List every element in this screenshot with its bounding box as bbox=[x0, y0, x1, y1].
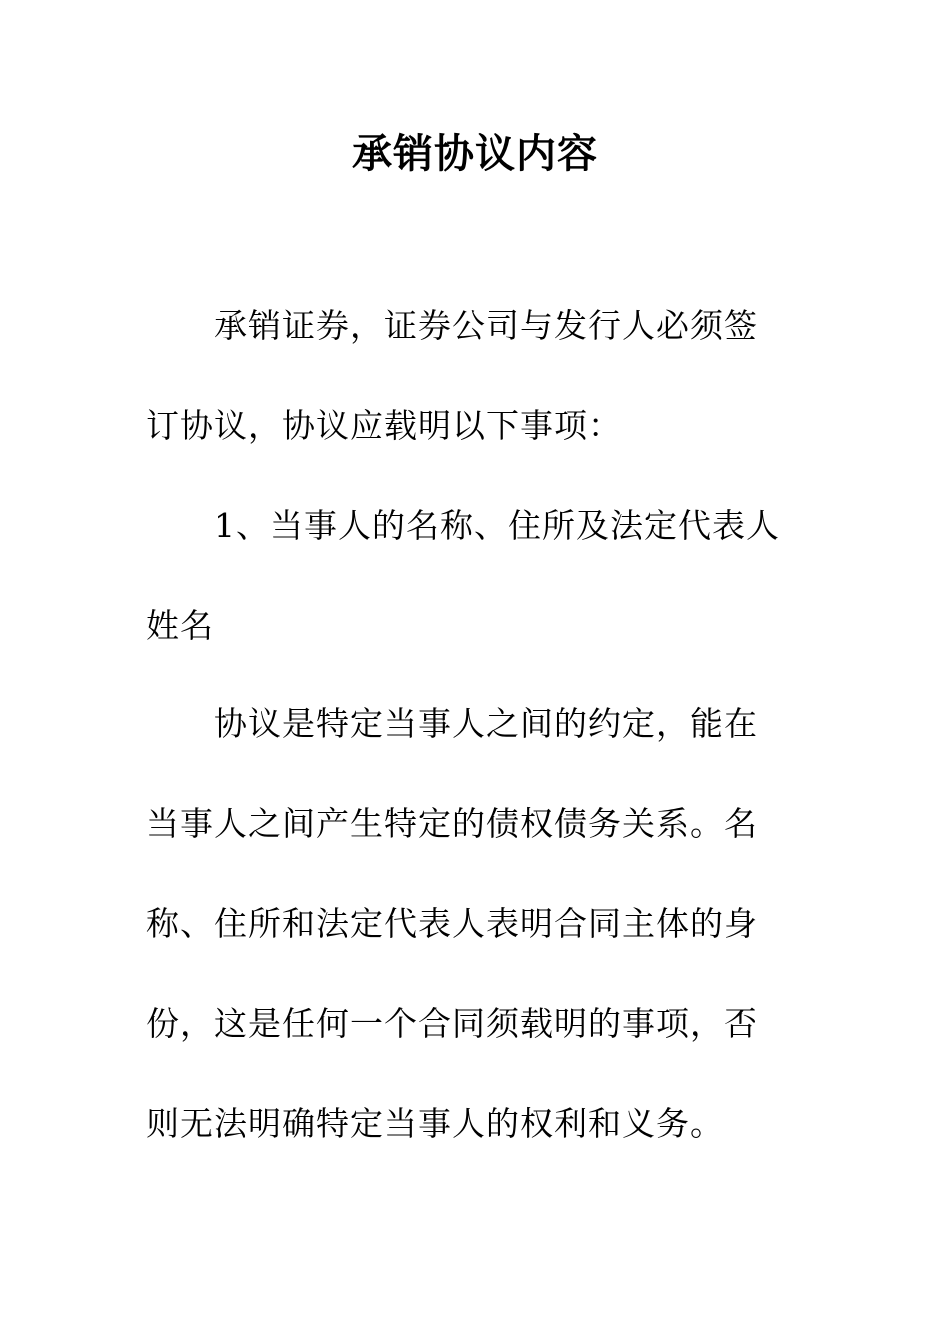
paragraph-line: 姓名 bbox=[146, 606, 214, 645]
paragraph-line: 订协议，协议应载明以下事项： bbox=[146, 406, 622, 445]
paragraph-line: 则无法明确特定当事人的权利和义务。 bbox=[146, 1104, 724, 1143]
paragraph-line: 承销证券，证券公司与发行人必须签 bbox=[214, 306, 758, 345]
paragraph-line: 当事人之间产生特定的债权债务关系。名 bbox=[146, 804, 758, 843]
paragraph-line: 协议是特定当事人之间的约定，能在 bbox=[214, 704, 758, 743]
paragraph-line: 称、住所和法定代表人表明合同主体的身 bbox=[146, 904, 758, 943]
document-title: 承销协议内容 bbox=[352, 130, 598, 177]
paragraph-line: 1、当事人的名称、住所及法定代表人 bbox=[214, 506, 780, 545]
paragraph-line: 份，这是任何一个合同须载明的事项，否 bbox=[146, 1004, 758, 1043]
